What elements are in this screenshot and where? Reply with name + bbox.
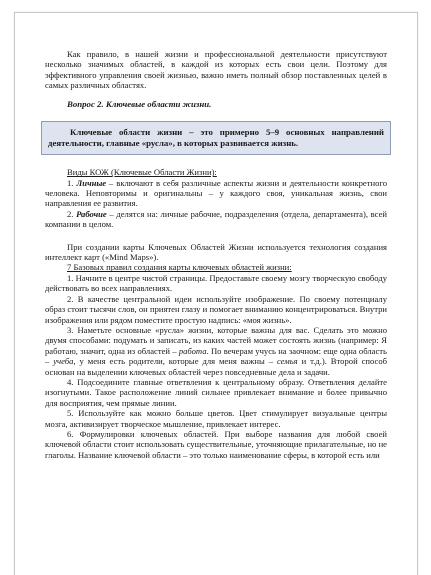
kind-item-number: 1. [67, 177, 74, 188]
rules-heading-text: 7 Базовых правил создания карты ключевых областей жизни: [67, 262, 292, 273]
definition-box [41, 121, 391, 155]
mindmap-paragraph: При создании карты Ключевых Областей Жизни используется технология создания интеллект карт («Mind Maps»). [45, 241, 387, 263]
rule-item [45, 325, 387, 377]
rule-item: 1. Начните в центре чистой страницы. Предоставьте своему мозгу творческую свободу действовать во всех направлениях. [45, 272, 387, 294]
rule-text: . По вечерам учусь на заочном: еще одна область – [45, 345, 387, 367]
kind-item-text: – делятся на: личные рабочие, подразделения (отдела, департамента), всей компании в целом. [45, 208, 387, 230]
kinds-heading [45, 167, 387, 177]
definition-text: Ключевые области жизни – это примерно 5–9 основных направлений деятельности, главные «русла», в которых развивается жизнь. [48, 127, 384, 148]
rule-item: 2. В качестве центральной идеи используйте изображение. По своему потенциалу образ стоит тысячи слов, он приятен глазу и помогает вниманию концентрироваться. Внутри изображения или рядом поместите простую надпись: «моя жизнь». [45, 293, 387, 325]
rule-item: 4. Подсоедините главные ответвления к центральному образу. Ответвления делайте изогнутыми. Такое расположение линий сильнее привлекает внимание и более привычно для восприятия, чем прямые линии. [45, 376, 387, 408]
kind-item-term: Личные [76, 177, 107, 188]
kind-item-number: 2. [67, 208, 74, 219]
rule-item: 5. Используйте как можно больше цветов. Цвет стимулирует визуальные центры мозга, активизирует творческое мышление, привлекает интерес. [45, 408, 387, 429]
kind-item-personal [45, 178, 387, 209]
intro-paragraph: Как правило, в нашей жизни и профессиональной деятельности присутствуют несколько значимых областей, в каждой из которых есть свои цели. Поэтому для эффективного управления своей жизнью, важно иметь полный обзор поставленных целей в самых различных областях. [45, 49, 387, 91]
rule-text: и т.д.). Второй способ основан на выделении ключевых областей через повседневные дела и задачи. [45, 356, 387, 377]
document-page [14, 12, 418, 575]
kinds-heading-text: Виды КОЖ (Ключевые Области Жизни): [67, 167, 217, 178]
rule-item: 6. Формулировки ключевых областей. При выборе названия для любой своей ключевой области стоит использовать существительные, уточняющие прилагательные, но не глаголы. Название ключевой области – это только наименование сферы, в которой есть или [45, 428, 387, 460]
kind-item-term: Рабочие [76, 208, 107, 219]
rule-text: 3. Наметьте основные «русла» жизни, которые важны для вас. Сделать это можно двумя способами: подумать и записать, из каких частей может состоять жизнь (например: Я работаю, значит, одна из областей – [45, 324, 387, 356]
kind-item-work [45, 209, 387, 230]
rule-example: семья [276, 356, 298, 367]
kind-item-text: – включают в себя различные аспекты жизни и деятельности конкретного человека. Неповторимы и оригинальны – у каждого своя, уникальная жизнь, свои направления ее развития. [45, 177, 388, 209]
rules-heading [45, 262, 387, 272]
page-content [45, 49, 387, 460]
question-heading: Вопрос 2. Ключевые области жизни. [67, 98, 212, 109]
rule-text: , у меня есть родители, которые для меня важны – [73, 356, 277, 367]
rule-example: учеба [53, 356, 74, 367]
rule-example: работа [178, 345, 207, 356]
